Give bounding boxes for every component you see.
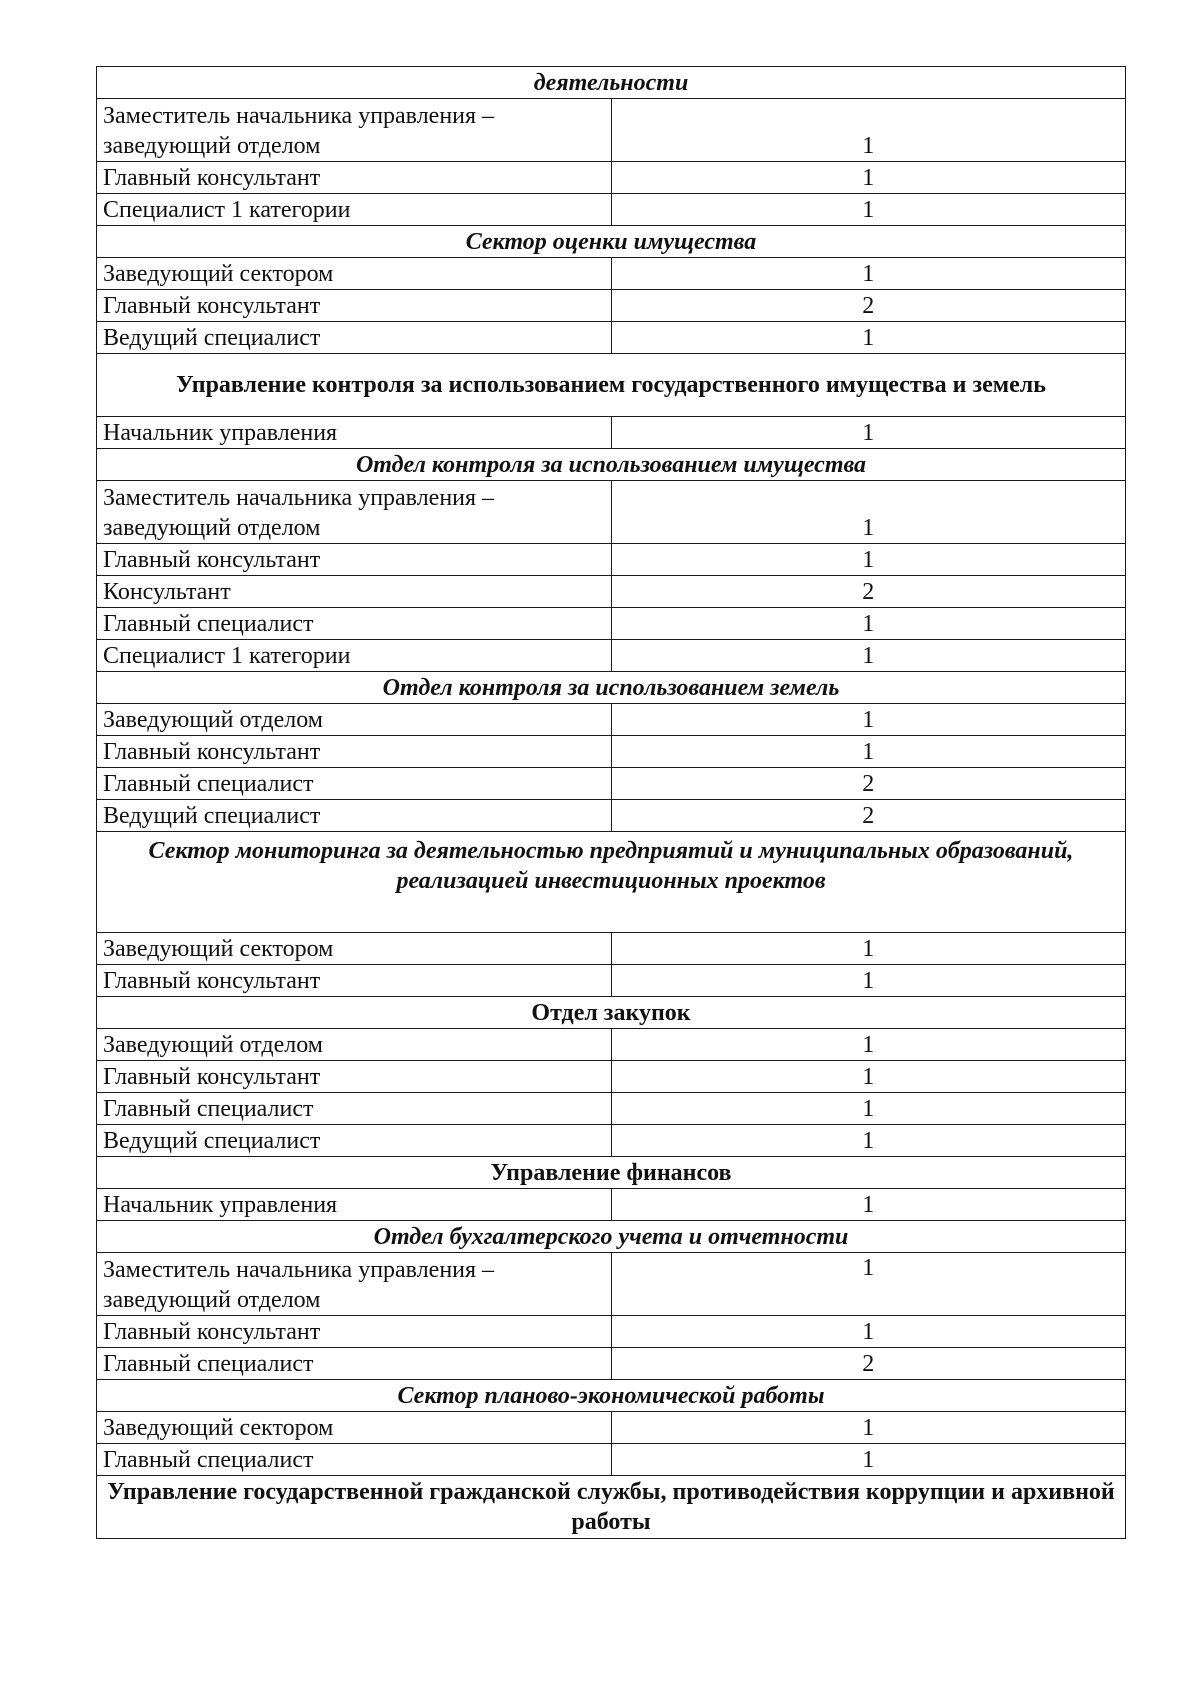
section-heading: Сектор оценки имущества — [97, 226, 1126, 258]
position-name: Специалист 1 категории — [97, 640, 612, 672]
position-name: Заведующий отделом — [97, 1029, 612, 1061]
section-heading-row — [97, 1221, 1126, 1253]
table-row — [97, 1189, 1126, 1221]
staff-table — [96, 66, 1126, 1539]
position-count: 2 — [611, 576, 1126, 608]
section-heading-row — [97, 354, 1126, 417]
table-row — [97, 481, 1126, 544]
position-name: Специалист 1 категории — [97, 194, 612, 226]
table-row — [97, 965, 1126, 997]
staff-table-body — [97, 67, 1126, 1539]
position-count: 1 — [611, 1412, 1126, 1444]
section-heading: Управление государственной гражданской службы, противодействия коррупции и архивной работы — [97, 1476, 1126, 1539]
position-name: Заместитель начальника управления – заведующий отделом — [97, 1253, 612, 1316]
table-row — [97, 608, 1126, 640]
position-count: 1 — [611, 704, 1126, 736]
position-count: 2 — [611, 800, 1126, 832]
position-count: 1 — [611, 1029, 1126, 1061]
position-name: Главный консультант — [97, 1061, 612, 1093]
table-row — [97, 704, 1126, 736]
position-count: 1 — [611, 1316, 1126, 1348]
position-name: Главный консультант — [97, 736, 612, 768]
position-name: Заместитель начальника управления – заведующий отделом — [97, 481, 612, 544]
section-heading-row — [97, 997, 1126, 1029]
table-row — [97, 640, 1126, 672]
position-count: 1 — [611, 1253, 1126, 1316]
table-row — [97, 736, 1126, 768]
position-name: Консультант — [97, 576, 612, 608]
position-count: 1 — [611, 1444, 1126, 1476]
table-row — [97, 162, 1126, 194]
section-heading: Отдел закупок — [97, 997, 1126, 1029]
position-count: 1 — [611, 322, 1126, 354]
section-heading-row — [97, 226, 1126, 258]
table-row — [97, 99, 1126, 162]
table-row — [97, 544, 1126, 576]
section-heading-row — [97, 449, 1126, 481]
table-row — [97, 800, 1126, 832]
section-heading-row — [97, 1476, 1126, 1539]
position-name: Ведущий специалист — [97, 800, 612, 832]
position-name: Заведующий сектором — [97, 1412, 612, 1444]
section-heading: Сектор мониторинга за деятельностью предприятий и муниципальных образований, реализацией инвестиционных проектов — [97, 832, 1126, 933]
section-heading-row — [97, 1380, 1126, 1412]
table-row — [97, 1093, 1126, 1125]
table-row — [97, 1125, 1126, 1157]
position-count: 1 — [611, 608, 1126, 640]
position-count: 1 — [611, 1125, 1126, 1157]
position-count: 1 — [611, 258, 1126, 290]
table-row — [97, 417, 1126, 449]
position-count: 2 — [611, 768, 1126, 800]
position-name: Главный консультант — [97, 162, 612, 194]
table-row — [97, 194, 1126, 226]
position-count: 1 — [611, 162, 1126, 194]
position-count: 2 — [611, 1348, 1126, 1380]
position-count: 2 — [611, 290, 1126, 322]
section-heading-row — [97, 67, 1126, 99]
position-name: Главный специалист — [97, 1093, 612, 1125]
position-count: 1 — [611, 194, 1126, 226]
position-count: 1 — [611, 481, 1126, 544]
table-row — [97, 1029, 1126, 1061]
table-row — [97, 1316, 1126, 1348]
position-count: 1 — [611, 1189, 1126, 1221]
table-row — [97, 1412, 1126, 1444]
position-name: Главный специалист — [97, 768, 612, 800]
position-name: Начальник управления — [97, 417, 612, 449]
position-count: 1 — [611, 99, 1126, 162]
position-name: Ведущий специалист — [97, 1125, 612, 1157]
position-name: Заведующий сектором — [97, 258, 612, 290]
section-heading: Управление финансов — [97, 1157, 1126, 1189]
section-heading-row — [97, 1157, 1126, 1189]
position-name: Главный консультант — [97, 965, 612, 997]
position-name: Заместитель начальника управления – заведующий отделом — [97, 99, 612, 162]
section-heading: Отдел контроля за использованием земель — [97, 672, 1126, 704]
table-row — [97, 290, 1126, 322]
section-heading: Управление контроля за использованием государственного имущества и земель — [97, 354, 1126, 417]
table-row — [97, 1348, 1126, 1380]
table-row — [97, 1061, 1126, 1093]
position-name: Главный консультант — [97, 290, 612, 322]
table-row — [97, 576, 1126, 608]
position-name: Главный специалист — [97, 1348, 612, 1380]
section-heading: Сектор планово-экономической работы — [97, 1380, 1126, 1412]
position-count: 1 — [611, 1061, 1126, 1093]
position-count: 1 — [611, 736, 1126, 768]
position-name: Главный специалист — [97, 608, 612, 640]
position-name: Ведущий специалист — [97, 322, 612, 354]
section-heading: Отдел бухгалтерского учета и отчетности — [97, 1221, 1126, 1253]
position-name: Главный консультант — [97, 1316, 612, 1348]
table-row — [97, 768, 1126, 800]
position-count: 1 — [611, 544, 1126, 576]
table-row — [97, 933, 1126, 965]
section-heading: Отдел контроля за использованием имущества — [97, 449, 1126, 481]
section-heading-row — [97, 832, 1126, 933]
position-count: 1 — [611, 1093, 1126, 1125]
position-name: Главный специалист — [97, 1444, 612, 1476]
position-count: 1 — [611, 417, 1126, 449]
position-name: Главный консультант — [97, 544, 612, 576]
table-row — [97, 258, 1126, 290]
position-name: Заведующий сектором — [97, 933, 612, 965]
position-name: Начальник управления — [97, 1189, 612, 1221]
position-count: 1 — [611, 965, 1126, 997]
table-row — [97, 1253, 1126, 1316]
section-heading: деятельности — [97, 67, 1126, 99]
position-count: 1 — [611, 933, 1126, 965]
position-name: Заведующий отделом — [97, 704, 612, 736]
position-count: 1 — [611, 640, 1126, 672]
table-row — [97, 322, 1126, 354]
section-heading-row — [97, 672, 1126, 704]
table-row — [97, 1444, 1126, 1476]
